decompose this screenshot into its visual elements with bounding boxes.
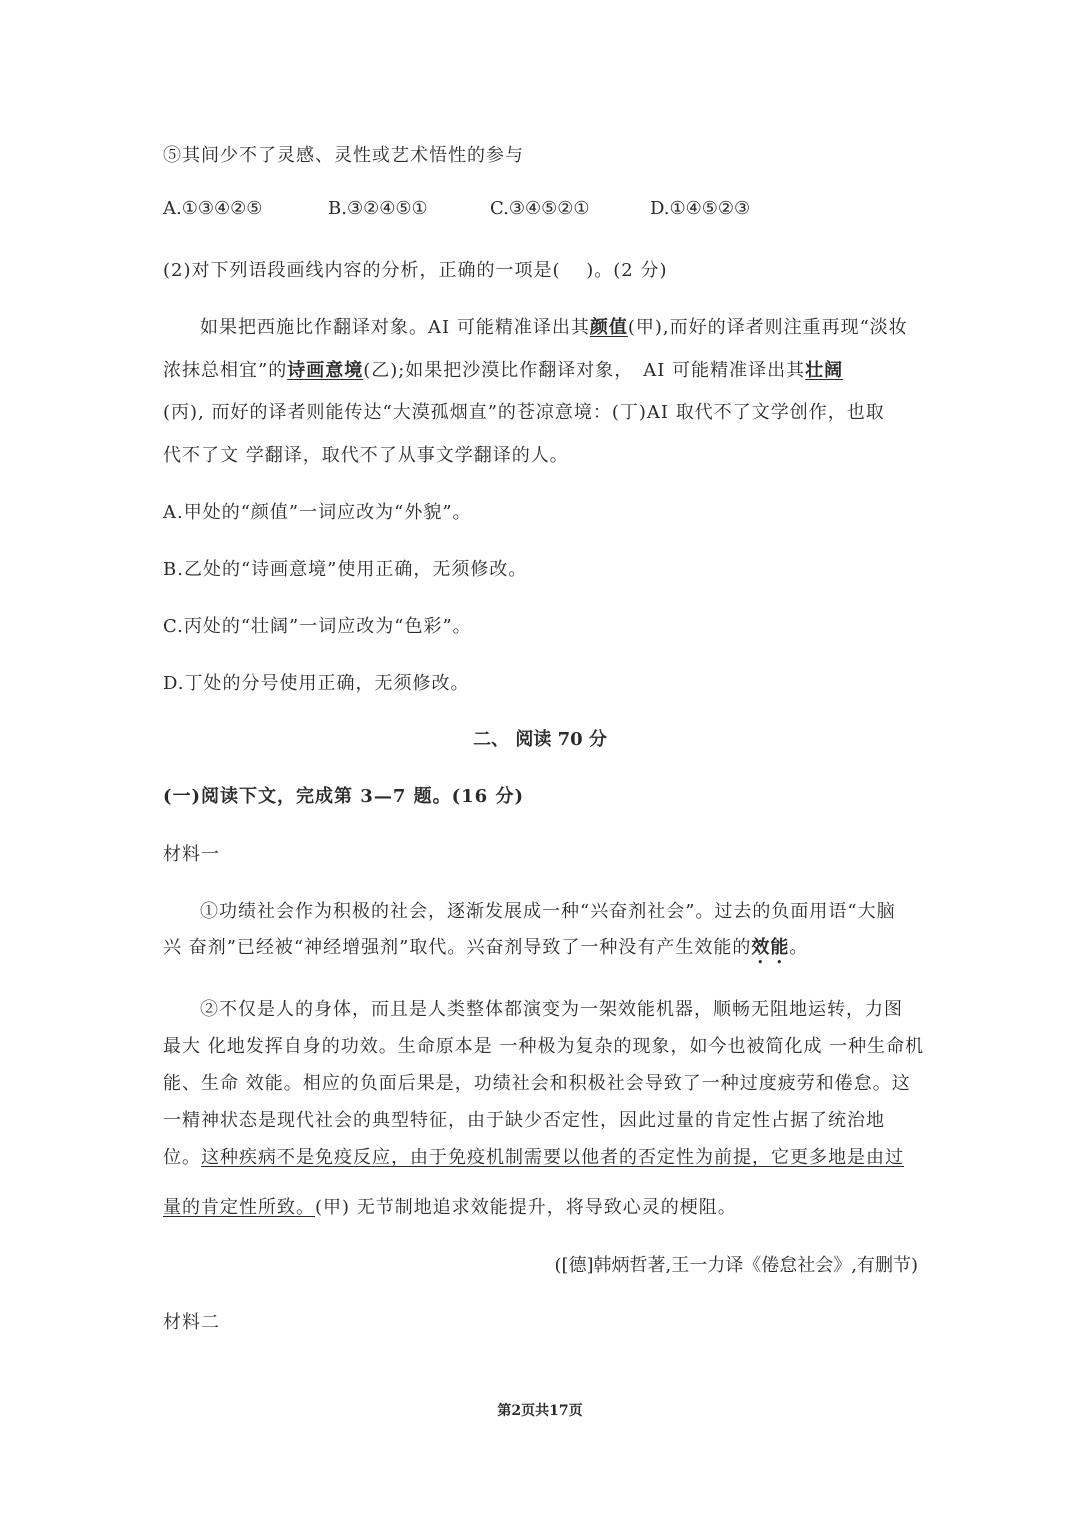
material-1-label: 材料一 bbox=[163, 844, 220, 865]
choice-d: D.丁处的分号使用正确，无须修改。 bbox=[163, 673, 470, 694]
page-number: 第2页共17页 bbox=[497, 1403, 583, 1419]
underlined-sentence-end: 量的肯定性所致。 bbox=[163, 1197, 315, 1218]
item-5: ⑤其间少不了灵感、灵性或艺术悟性的参与 bbox=[163, 145, 524, 166]
option-c: C.③④⑤②① bbox=[490, 198, 590, 219]
passage-line-4: 代不了文 学翻译，取代不了从事文学翻译的人。 bbox=[163, 445, 569, 466]
material-2-label: 材料二 bbox=[163, 1312, 220, 1333]
option-b: B.③②④⑤① bbox=[328, 198, 428, 219]
p2-line-1: ②不仅是人的身体，而且是人类整体都演变为一架效能机器，顺畅无阻地运转，力图 bbox=[200, 999, 903, 1020]
option-a: A.①③④②⑤ bbox=[163, 198, 263, 219]
section-heading: 二、 阅读 70 分 bbox=[473, 729, 607, 750]
choice-c: C.丙处的“壮阔”一词应改为“色彩”。 bbox=[163, 616, 472, 637]
passage-line-1: 如果把西施比作翻译对象。AI 可能精准译出其颜值(甲),而好的译者则注重再现“淡妆 bbox=[200, 317, 908, 338]
passage-line-3: (丙), 而好的译者则能传达“大漠孤烟直”的苍凉意境：(丁)AI 取代不了文学创作，也取 bbox=[163, 402, 885, 423]
p2-line-3: 能、生命 效能。相应的负面后果是，功绩社会和积极社会导致了一种过度疲劳和倦怠。这 bbox=[163, 1073, 911, 1094]
underlined-term-bing: 壮阔 bbox=[805, 360, 844, 381]
choice-a: A.甲处的“颜值”一词应改为“外貌”。 bbox=[163, 502, 472, 523]
p2-line-4: 一精神状态是现代社会的典型特征，由于缺少否定性，因此过量的肯定性占据了统治地 bbox=[163, 1110, 885, 1131]
underlined-sentence: 这种疾病不是免疫反应，由于免疫机制需要以他者的否定性为前提，它更多地是由过 bbox=[201, 1147, 904, 1168]
dotted-term: 效能 bbox=[751, 937, 790, 958]
subsection-heading: (一)阅读下文，完成第 3—7 题。(16 分) bbox=[163, 786, 524, 807]
p1-line-2: 兴 奋剂”已经被“神经增强剂”取代。兴奋剂导致了一种没有产生效能的效能。 bbox=[163, 937, 809, 958]
choice-b: B.乙处的“诗画意境”使用正确，无须修改。 bbox=[163, 559, 528, 580]
option-d: D.①④⑤②③ bbox=[650, 198, 751, 219]
source-citation: ([德]韩炳哲著,王一力译《倦怠社会》,有删节) bbox=[554, 1255, 918, 1276]
question-2: (2)对下列语段画线内容的分析，正确的一项是( )。(2 分) bbox=[163, 260, 668, 281]
p2-line-6: 量的肯定性所致。(甲) 无节制地追求效能提升，将导致心灵的梗阻。 bbox=[163, 1197, 737, 1218]
passage-line-2: 浓抹总相宜”的诗画意境(乙);如果把沙漠比作翻译对象， AI 可能精准译出其壮阔 bbox=[163, 360, 844, 381]
p2-line-2: 最大 化地发挥自身的功效。生命原本是 一种极为复杂的现象，如今也被简化成 一种生命机 bbox=[163, 1036, 925, 1057]
p2-line-5: 位。这种疾病不是免疫反应，由于免疫机制需要以他者的否定性为前提，它更多地是由过 bbox=[163, 1147, 904, 1168]
underlined-term-jia: 颜值 bbox=[589, 317, 628, 338]
p1-line-1: ①功绩社会作为积极的社会，逐渐发展成一种“兴奋剂社会”。过去的负面用语“大脑 bbox=[200, 901, 896, 922]
underlined-term-yi: 诗画意境 bbox=[287, 360, 364, 381]
